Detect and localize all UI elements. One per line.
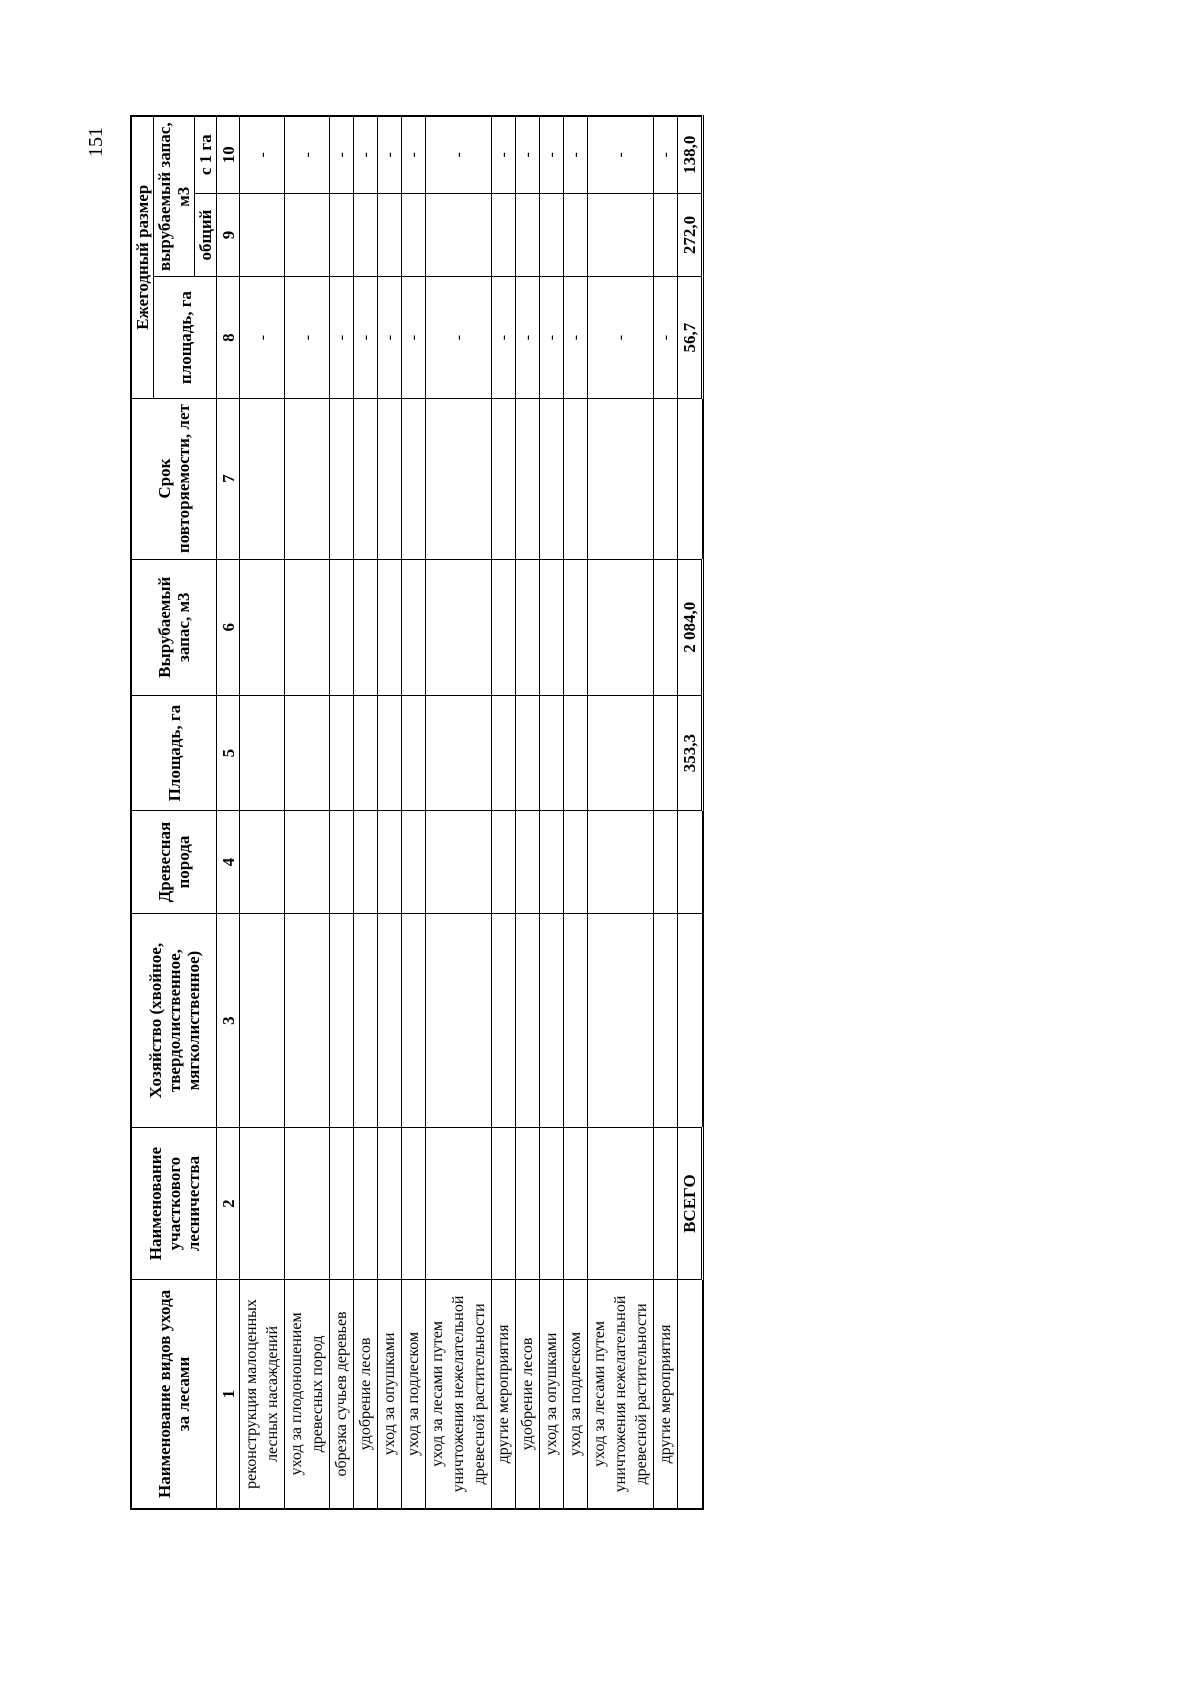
empty-cell [516,398,540,559]
annual-area-cell: - [378,277,402,398]
care-type-cell: уход за опушками [378,1279,402,1509]
empty-cell [402,398,426,559]
empty-cell [402,695,426,810]
annual-stock-per-ha-cell: - [564,116,588,193]
empty-cell [330,811,354,914]
annual-stock-per-ha-cell: - [378,116,402,193]
annual-stock-per-ha-cell: - [240,116,285,193]
empty-cell [588,811,654,914]
empty-cell [354,559,378,695]
empty-cell [588,398,654,559]
empty-cell [354,1128,378,1280]
column-number: 9 [217,193,240,277]
annual-stock-per-ha-cell: - [492,116,516,193]
empty-cell [492,559,516,695]
empty-cell [354,695,378,810]
annual-stock-per-ha-cell: - [285,116,330,193]
column-number: 8 [217,277,240,398]
empty-cell [240,811,285,914]
empty-cell [654,559,678,695]
empty-cell [402,811,426,914]
empty-cell [492,811,516,914]
annual-area-cell: - [654,277,678,398]
table-body [240,116,703,1509]
annual-area-cell: - [540,277,564,398]
table-row [285,116,330,1509]
annual-stock-total-cell [240,193,285,277]
empty-cell [492,695,516,810]
care-type-cell: другие мероприятия [654,1279,678,1509]
empty-cell [588,695,654,810]
total-label: ВСЕГО [678,1128,703,1280]
empty-cell [540,811,564,914]
empty-cell [285,811,330,914]
annual-area-cell: - [402,277,426,398]
empty-cell [540,1128,564,1280]
annual-stock-total-cell [492,193,516,277]
total-annual-stock-total: 272,0 [678,193,703,277]
empty-cell [330,913,354,1127]
empty-cell [516,695,540,810]
annual-stock-per-ha-cell: - [588,116,654,193]
column-number: 10 [217,116,240,193]
empty-cell [426,559,492,695]
empty-cell [330,1128,354,1280]
empty-cell [654,811,678,914]
empty-cell [240,913,285,1127]
empty-cell [402,913,426,1127]
annual-area-cell: - [426,277,492,398]
header-annual: Ежегодный размер [131,116,154,398]
annual-stock-per-ha-cell: - [354,116,378,193]
empty-cell [426,695,492,810]
care-type-cell: уход за лесами путем уничтожения нежелательной древесной растительности [426,1279,492,1509]
header-stock-total: общий [195,193,217,277]
annual-stock-total-cell [285,193,330,277]
empty-cell [426,398,492,559]
empty-cell [678,1279,703,1509]
empty-cell [564,695,588,810]
empty-cell [330,398,354,559]
care-type-cell: другие мероприятия [492,1279,516,1509]
empty-cell [654,695,678,810]
empty-cell [240,1128,285,1280]
table-row [240,116,285,1509]
empty-cell [354,398,378,559]
table-row [564,116,588,1509]
table-row [540,116,564,1509]
empty-cell [492,1128,516,1280]
empty-cell [285,695,330,810]
column-number: 6 [217,559,240,695]
total-row [678,116,703,1509]
empty-cell [378,913,402,1127]
empty-cell [540,559,564,695]
annual-stock-total-cell [378,193,402,277]
care-type-cell: реконструкция малоценных лесных насаждений [240,1279,285,1509]
empty-cell [588,559,654,695]
column-number: 2 [217,1128,240,1280]
header-economy: Хозяйство (хвойное, твердолиственное, мягколиственное) [131,913,217,1127]
empty-cell [516,913,540,1127]
empty-cell [378,695,402,810]
empty-cell [654,398,678,559]
empty-cell [426,811,492,914]
empty-cell [564,398,588,559]
header-stock-per-ha: с 1 га [195,116,217,193]
empty-cell [564,1128,588,1280]
care-type-cell: удобрение лесов [354,1279,378,1509]
empty-cell [516,811,540,914]
header-stock: Вырубаемый запас, м3 [131,559,217,695]
forest-care-table [130,115,704,1510]
empty-cell [516,1128,540,1280]
care-type-cell: удобрение лесов [516,1279,540,1509]
annual-area-cell: - [564,277,588,398]
empty-cell [240,559,285,695]
annual-area-cell: - [516,277,540,398]
column-number: 1 [217,1279,240,1509]
empty-cell [378,811,402,914]
header-area: Площадь, га [131,695,217,810]
annual-area-cell: - [354,277,378,398]
empty-cell [426,1128,492,1280]
empty-cell [285,398,330,559]
table-row [492,116,516,1509]
annual-area-cell: - [285,277,330,398]
empty-cell [678,398,703,559]
header-repeat: Срок повторяемости, лет [131,398,217,559]
empty-cell [378,1128,402,1280]
annual-stock-total-cell [354,193,378,277]
column-number: 4 [217,811,240,914]
empty-cell [354,913,378,1127]
total-stock: 2 084,0 [678,559,703,695]
annual-stock-per-ha-cell: - [426,116,492,193]
care-type-cell: уход за плодоношением древесных пород [285,1279,330,1509]
annual-stock-per-ha-cell: - [540,116,564,193]
annual-stock-per-ha-cell: - [516,116,540,193]
empty-cell [588,913,654,1127]
column-number: 7 [217,398,240,559]
empty-cell [516,559,540,695]
annual-area-cell: - [588,277,654,398]
empty-cell [540,398,564,559]
empty-cell [240,695,285,810]
empty-cell [354,811,378,914]
annual-stock-per-ha-cell: - [654,116,678,193]
care-type-cell: уход за лесами путем уничтожения нежелательной древесной растительности [588,1279,654,1509]
total-annual-stock-per-ha: 138,0 [678,116,703,193]
empty-cell [492,398,516,559]
empty-cell [426,913,492,1127]
annual-stock-total-cell [402,193,426,277]
empty-cell [678,913,703,1127]
empty-cell [285,559,330,695]
empty-cell [564,913,588,1127]
header-annual-area: площадь, га [154,277,217,398]
annual-stock-total-cell [588,193,654,277]
empty-cell [540,913,564,1127]
empty-cell [540,695,564,810]
empty-cell [285,913,330,1127]
annual-stock-per-ha-cell: - [330,116,354,193]
empty-cell [378,398,402,559]
care-type-cell: уход за подлеском [564,1279,588,1509]
header-care-type: Наименование видов ухода за лесами [131,1279,217,1509]
care-type-cell: уход за подлеском [402,1279,426,1509]
table-row [654,116,678,1509]
header-annual-stock: вырубаемый запас, м3 [154,116,195,277]
table-row [378,116,402,1509]
empty-cell [678,811,703,914]
empty-cell [492,913,516,1127]
empty-cell [588,1128,654,1280]
empty-cell [654,1128,678,1280]
table-row [330,116,354,1509]
empty-cell [654,913,678,1127]
empty-cell [240,398,285,559]
header-species: Древесная порода [131,811,217,914]
annual-area-cell: - [492,277,516,398]
annual-stock-per-ha-cell: - [402,116,426,193]
empty-cell [330,559,354,695]
care-type-cell: обрезка сучьев деревьев [330,1279,354,1509]
annual-area-cell: - [240,277,285,398]
table-row [516,116,540,1509]
table-container [130,115,730,1510]
page-number: 151 [85,127,107,157]
annual-stock-total-cell [564,193,588,277]
empty-cell [564,811,588,914]
empty-cell [402,1128,426,1280]
annual-stock-total-cell [540,193,564,277]
empty-cell [378,559,402,695]
annual-area-cell: - [330,277,354,398]
annual-stock-total-cell [426,193,492,277]
annual-stock-total-cell [516,193,540,277]
annual-stock-total-cell [330,193,354,277]
table-row [402,116,426,1509]
empty-cell [330,695,354,810]
table-row [426,116,492,1509]
care-type-cell: уход за опушками [540,1279,564,1509]
empty-cell [564,559,588,695]
column-number: 3 [217,913,240,1127]
empty-cell [285,1128,330,1280]
table-row [588,116,654,1509]
total-area: 353,3 [678,695,703,810]
empty-cell [402,559,426,695]
header-forestry: Наименование участкового лесничества [131,1128,217,1280]
column-number: 5 [217,695,240,810]
total-annual-area: 56,7 [678,277,703,398]
annual-stock-total-cell [654,193,678,277]
table-row [354,116,378,1509]
